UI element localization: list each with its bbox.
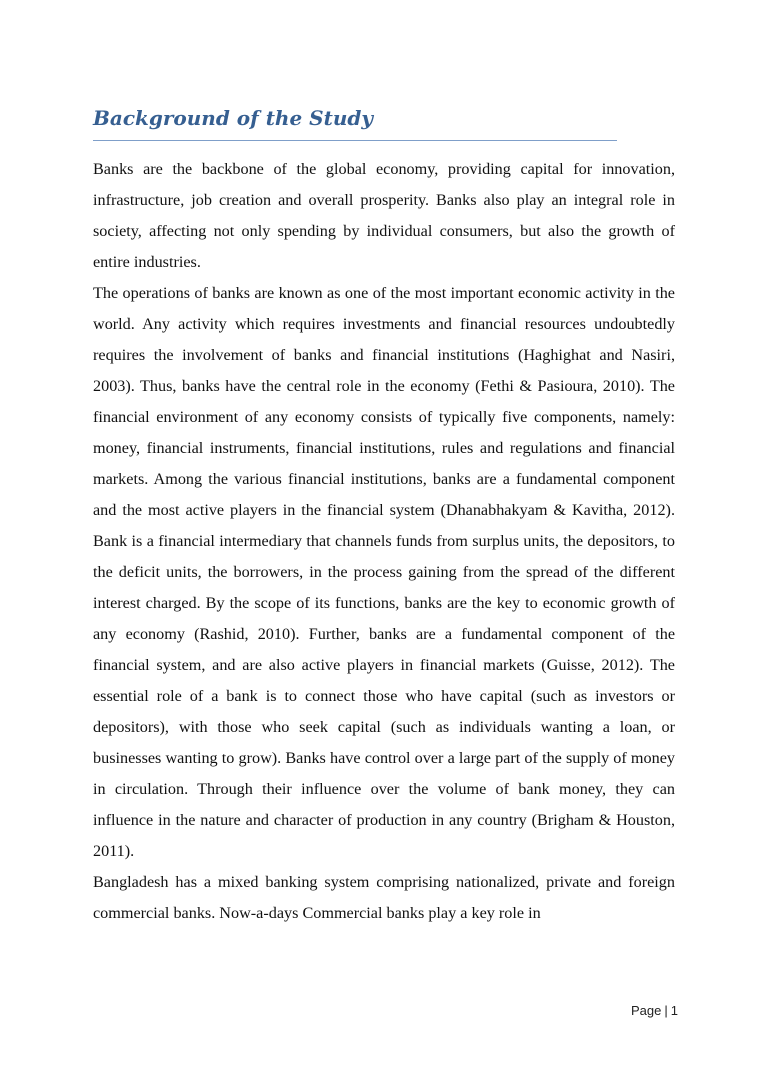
- body-text: [93, 154, 675, 929]
- paragraph-1: Banks are the backbone of the global economy, providing capital for innovation, infrastructure, job creation and overall prosperity. Banks also play an integral role in society, affecting not only spending by individual consumers, but also the growth of entire industries.: [93, 160, 675, 271]
- page-number: 1: [670, 1003, 678, 1018]
- heading-underline: [93, 140, 617, 141]
- paragraph-2: The operations of banks are known as one of the most important economic activity in the world. Any activity which requires investments and financial resources undoubtedly requires the involvement of banks and financial institutions (Haghighat and Nasiri, 2003). Thus, banks have the central role in the economy (Fethi & Pasioura, 2010). The financial environment of any economy consists of typically five components, namely: money, financial instruments, financial institutions, rules and regulations and financial markets. Among the various financial institutions, banks are a fundamental component and the most active players in the financial system (Dhanabhakyam & Kavitha, 2012). Bank is a financial intermediary that channels funds from surplus units, the depositors, to the deficit units, the borrowers, in the process gaining from the spread of the different interest charged. By the scope of its functions, banks are the key to economic growth of any economy (Rashid, 2010). Further, banks are a fundamental component of the financial system, and are also active players in financial markets (Guisse, 2012). The essential role of a bank is to connect those who have capital (such as investors or depositors), with those who seek capital (such as individuals wanting a loan, or businesses wanting to grow). Banks have control over a large part of the supply of money in circulation. Through their influence over the volume of bank money, they can influence in the nature and character of production in any country (Brigham & Houston, 2011).: [93, 284, 675, 860]
- page-label: Page: [631, 1003, 662, 1018]
- page-footer: [631, 1003, 678, 1018]
- section-heading: Background of the Study: [93, 106, 373, 130]
- paragraph-3: Bangladesh has a mixed banking system comprising nationalized, private and foreign commercial banks. Now-a-days Commercial banks play a key role in: [93, 873, 675, 922]
- page-separator: |: [664, 1003, 668, 1018]
